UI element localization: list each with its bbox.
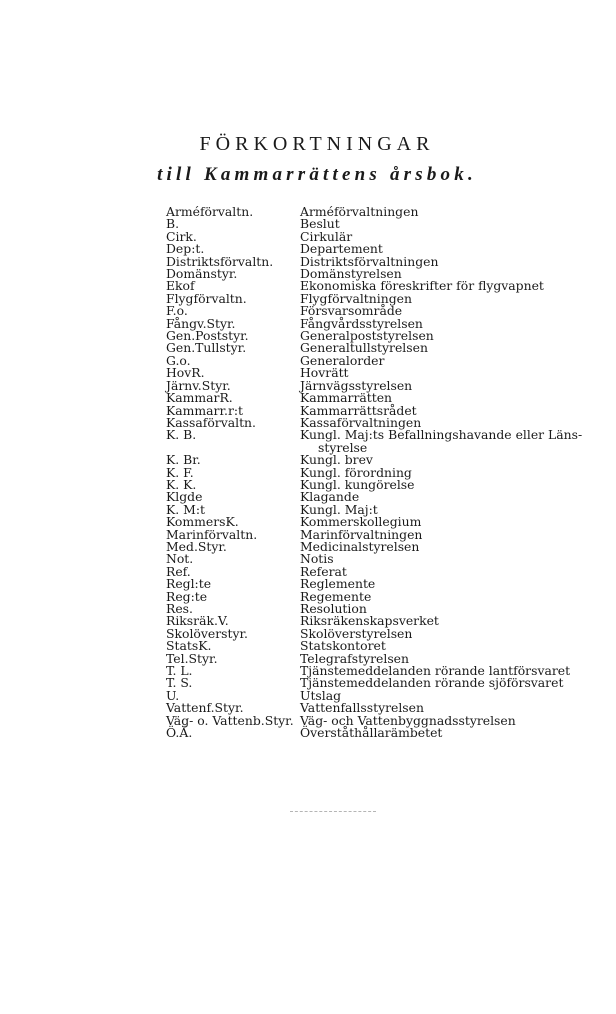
abbreviation-row <box>166 429 606 454</box>
abbreviation-meaning <box>300 677 606 689</box>
abbreviation: K. B. <box>166 427 197 443</box>
meaning-text: Kassaförvaltningen <box>300 414 422 430</box>
abbreviation: Vattenf.Styr. <box>166 700 244 716</box>
abbreviation: Not. <box>166 551 194 567</box>
abbreviation: Regl:te <box>166 576 212 592</box>
meaning-text: Beslut <box>300 216 340 232</box>
abbreviation: Fångv.Styr. <box>166 315 236 331</box>
abbreviation: Ekof <box>166 278 195 294</box>
meaning-text: Kungl. Maj:t <box>300 501 378 517</box>
abbreviation-meaning <box>300 206 606 218</box>
abbreviation-row <box>166 218 606 230</box>
meaning-text: Kommerskollegium <box>300 514 422 530</box>
abbreviation: Skolöverstyr. <box>166 625 248 641</box>
abbreviation-row <box>166 538 606 554</box>
abbreviation: T. S. <box>166 675 193 691</box>
meaning-text: Järnvägsstyrelsen <box>300 377 413 393</box>
meaning-text: Klagande <box>300 489 360 505</box>
abbreviation: StatsK. <box>166 638 212 654</box>
abbreviation-row <box>166 352 606 368</box>
abbreviation: G.o. <box>166 352 191 368</box>
abbreviation: Ref. <box>166 563 191 579</box>
meaning-text: Riksräkenskapsverket <box>300 613 439 629</box>
meaning-text: Flygförvaltningen <box>300 290 412 306</box>
meaning-text: Vattenfallsstyrelsen <box>300 700 424 716</box>
abbreviation-row <box>166 625 606 641</box>
meaning-text: Arméförvaltningen <box>300 204 419 219</box>
abbreviation: Arméförvaltn. <box>166 204 254 219</box>
meaning-text: Referat <box>300 563 347 579</box>
abbreviation: Flygförvaltn. <box>166 290 247 306</box>
abbreviation: Med.Styr. <box>166 538 227 554</box>
abbreviation-row <box>166 553 606 565</box>
abbreviation: T. L. <box>166 663 193 679</box>
abbreviation: HovR. <box>166 365 205 381</box>
meaning-text: Tjänstemeddelanden rörande lantförsvaret <box>300 663 571 679</box>
meaning-text: Marinförvaltningen <box>300 526 423 542</box>
meaning-text: Kammarrätten <box>300 390 393 406</box>
meaning-text: Överståthållarämbetet <box>300 725 443 741</box>
abbreviation: K. F. <box>166 464 194 480</box>
abbreviation: U. <box>166 687 180 703</box>
abbreviation: Väg- o. Vattenb.Styr. <box>166 712 294 728</box>
meaning-text: Reglemente <box>300 576 376 592</box>
meaning-text: Statskontoret <box>300 638 386 654</box>
abbreviation: KommersK. <box>166 514 239 530</box>
abbreviation-row <box>166 563 606 579</box>
meaning-text: Regemente <box>300 588 372 604</box>
meaning-text: Ekonomiska föreskrifter för flygvapnet <box>300 278 544 294</box>
meaning-text: Försvarsområde <box>300 303 403 319</box>
meaning-text: Resolution <box>300 601 367 616</box>
abbreviation: Reg:te <box>166 588 208 604</box>
abbreviation-row <box>166 588 606 604</box>
abbreviation: Järnv.Styr. <box>166 377 231 393</box>
abbreviation: Cirk. <box>166 228 197 244</box>
abbreviation-row <box>166 228 606 244</box>
abbreviation-meaning <box>300 429 606 454</box>
abbreviation-row <box>166 342 606 354</box>
meaning-text: Kammarrättsrådet <box>300 402 417 418</box>
abbreviation: Domänstyr. <box>166 266 238 282</box>
abbreviation-row <box>166 677 606 689</box>
abbreviation: Riksräk.V. <box>166 613 229 629</box>
abbreviation: Klgde <box>166 489 203 505</box>
page-subtitle: till Kammarrättens årsbok. <box>157 164 477 185</box>
meaning-text: Telegrafstyrelsen <box>300 650 409 666</box>
meaning-text: Medicinalstyrelsen <box>300 538 420 554</box>
abbreviation: Kassaförvaltn. <box>166 414 256 430</box>
abbreviation-meaning <box>300 538 606 554</box>
meaning-text: Tjänstemeddelanden rörande sjöförsvaret <box>300 675 564 691</box>
abbreviation-row <box>166 476 606 492</box>
meaning-text: Kungl. Maj:ts Befallningshavande eller Läns- <box>300 427 583 443</box>
abbreviation: B. <box>166 216 180 232</box>
abbreviation-list <box>166 206 606 739</box>
meaning-text: Generalpoststyrelsen <box>300 328 434 344</box>
meaning-text: Generaltullstyrelsen <box>300 340 428 356</box>
abbreviation: F.o. <box>166 303 188 319</box>
abbreviation: Distriktsförvaltn. <box>166 253 274 269</box>
abbreviation: K. M:t <box>166 501 205 517</box>
meaning-continuation: styrelse <box>318 439 368 455</box>
meaning-text: Domänstyrelsen <box>300 266 402 282</box>
abbreviation: KammarR. <box>166 390 233 406</box>
abbreviation: Dep:t. <box>166 241 205 257</box>
abbreviation: Ö.Ä. <box>166 725 193 741</box>
abbreviation: Tel.Styr. <box>166 650 218 666</box>
meaning-text: Kungl. brev <box>300 452 373 468</box>
abbreviation: Res. <box>166 601 193 616</box>
meaning-text: Hovrätt <box>300 365 349 381</box>
abbreviation-row <box>166 206 606 218</box>
meaning-text: Skolöverstyrelsen <box>300 625 413 641</box>
meaning-text: Distriktsförvaltningen <box>300 253 439 269</box>
abbreviation: Marinförvaltn. <box>166 526 258 542</box>
closing-divider <box>290 811 376 812</box>
abbreviation-row <box>166 727 606 739</box>
meaning-text: Kungl. kungörelse <box>300 476 415 492</box>
abbreviation: K. K. <box>166 476 197 492</box>
meaning-text: Fångvårdsstyrelsen <box>300 315 423 331</box>
abbreviation-row <box>166 578 606 590</box>
meaning-text: Departement <box>300 241 383 257</box>
meaning-text: Notis <box>300 551 334 567</box>
meaning-text: Väg- och Vattenbyggnadsstyrelsen <box>300 712 516 728</box>
abbreviation: Gen.Poststyr. <box>166 328 249 344</box>
abbreviation: K. Br. <box>166 452 201 468</box>
abbreviation-row <box>166 491 606 503</box>
page-title: FÖRKORTNINGAR <box>199 133 435 155</box>
abbreviation: Gen.Tullstyr. <box>166 340 247 356</box>
abbreviation: Kammarr.r:t <box>166 402 244 418</box>
meaning-text: Kungl. förordning <box>300 464 412 480</box>
meaning-text: Cirkulär <box>300 228 353 244</box>
abbreviation-meaning <box>300 727 606 739</box>
meaning-text: Generalorder <box>300 352 385 368</box>
meaning-text: Utslag <box>300 687 342 703</box>
